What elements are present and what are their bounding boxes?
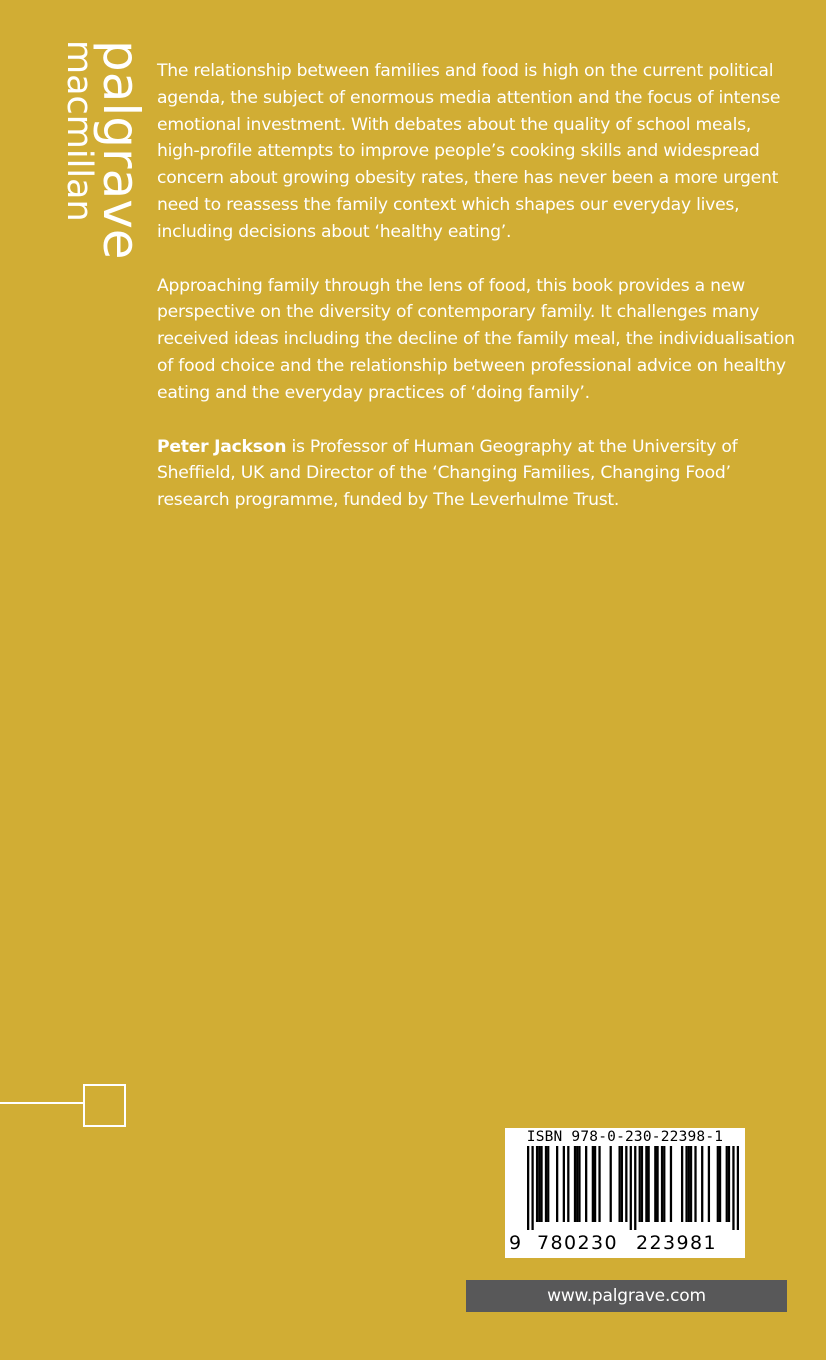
barcode-bar	[547, 1146, 549, 1222]
barcode-bar	[685, 1146, 687, 1222]
barcode-bar	[574, 1146, 576, 1222]
barcode-bar	[690, 1146, 692, 1222]
barcode-bar	[661, 1146, 663, 1222]
barcode-bar	[726, 1146, 728, 1222]
author-name: Peter Jackson	[157, 436, 287, 457]
barcode-bar	[592, 1146, 594, 1222]
barcode-bar	[545, 1146, 547, 1222]
publisher-logo	[59, 40, 150, 260]
barcode-bar	[634, 1146, 636, 1230]
barcode-bar	[598, 1146, 600, 1222]
barcode-bar	[618, 1146, 620, 1222]
barcode-bar	[737, 1146, 739, 1230]
barcode-bar	[531, 1146, 533, 1230]
barcode-bar	[663, 1146, 665, 1222]
isbn-label: ISBN 978-0-230-22398-1	[526, 1129, 724, 1145]
barcode-digits-left: 780230	[537, 1232, 618, 1254]
barcode-bar	[688, 1146, 690, 1222]
barcode-bar	[701, 1146, 703, 1222]
barcode-bar	[641, 1146, 643, 1222]
isbn-barcode	[505, 1128, 745, 1258]
barcode-bar	[708, 1146, 710, 1222]
author-bio-text: is Professor of Human Geography at the University of Sheffield, UK and Director of the ‘Changing Families, Changing Food’ research programme, funded by The Leverhulme Trust.	[157, 436, 738, 511]
barcode-bar	[576, 1146, 578, 1222]
blurb-paragraph-2: Approaching family through the lens of food, this book provides a new perspective on the diversity of contemporary family. It challenges many received ideas including the decline of the family meal, the individualisation of food choice and the relationship between professional advice on healthy eating and the everyday practices of ‘doing family’.	[157, 275, 795, 403]
barcode-bar	[621, 1146, 623, 1222]
barcode-bar	[681, 1146, 683, 1222]
barcode-digit-first: 9	[509, 1232, 522, 1254]
barcode-bar	[694, 1146, 696, 1222]
author-bio	[157, 434, 797, 514]
barcode-bar	[719, 1146, 721, 1222]
barcode-bar	[563, 1146, 565, 1222]
barcode-bar	[594, 1146, 596, 1222]
decorative-line	[0, 1102, 84, 1104]
barcode-bar	[654, 1146, 656, 1222]
decorative-square	[83, 1084, 126, 1127]
barcode-bars	[527, 1146, 739, 1230]
barcode-bar	[625, 1146, 627, 1222]
barcode-bar	[540, 1146, 542, 1222]
barcode-bar	[578, 1146, 580, 1222]
barcode-bar	[728, 1146, 730, 1222]
barcode-bar	[717, 1146, 719, 1222]
blurb-paragraph-1: The relationship between families and food is high on the current political agenda, the subject of enormous media attention and the focus of intense emotional investment. With debates about the quality of school meals, high-profile attempts to improve people’s cooking skills and widespread concern about growing obesity rates, there has never been a more urgent need to reassess the family context which shapes our everyday lives, including decisions about ‘healthy eating’.	[157, 61, 781, 242]
cover-blurb	[157, 58, 797, 541]
publisher-website[interactable]: www.palgrave.com	[466, 1280, 787, 1312]
barcode-bar	[556, 1146, 558, 1222]
barcode-bar	[670, 1146, 672, 1222]
barcode-bar	[732, 1146, 734, 1230]
barcode-bar	[639, 1146, 641, 1222]
barcode-bar	[645, 1146, 647, 1222]
barcode-bar	[538, 1146, 540, 1222]
barcode-bar	[527, 1146, 529, 1230]
barcode-digits-right: 223981	[636, 1232, 717, 1254]
barcode-bar	[648, 1146, 650, 1222]
barcode-bar	[610, 1146, 612, 1222]
barcode-bar	[630, 1146, 632, 1230]
publisher-brand: palgrave	[92, 40, 150, 260]
barcode-bar	[656, 1146, 658, 1222]
barcode-bar	[585, 1146, 587, 1222]
barcode-bar	[536, 1146, 538, 1222]
barcode-bar	[567, 1146, 569, 1222]
publisher-sub-brand: macmillan	[59, 40, 99, 222]
